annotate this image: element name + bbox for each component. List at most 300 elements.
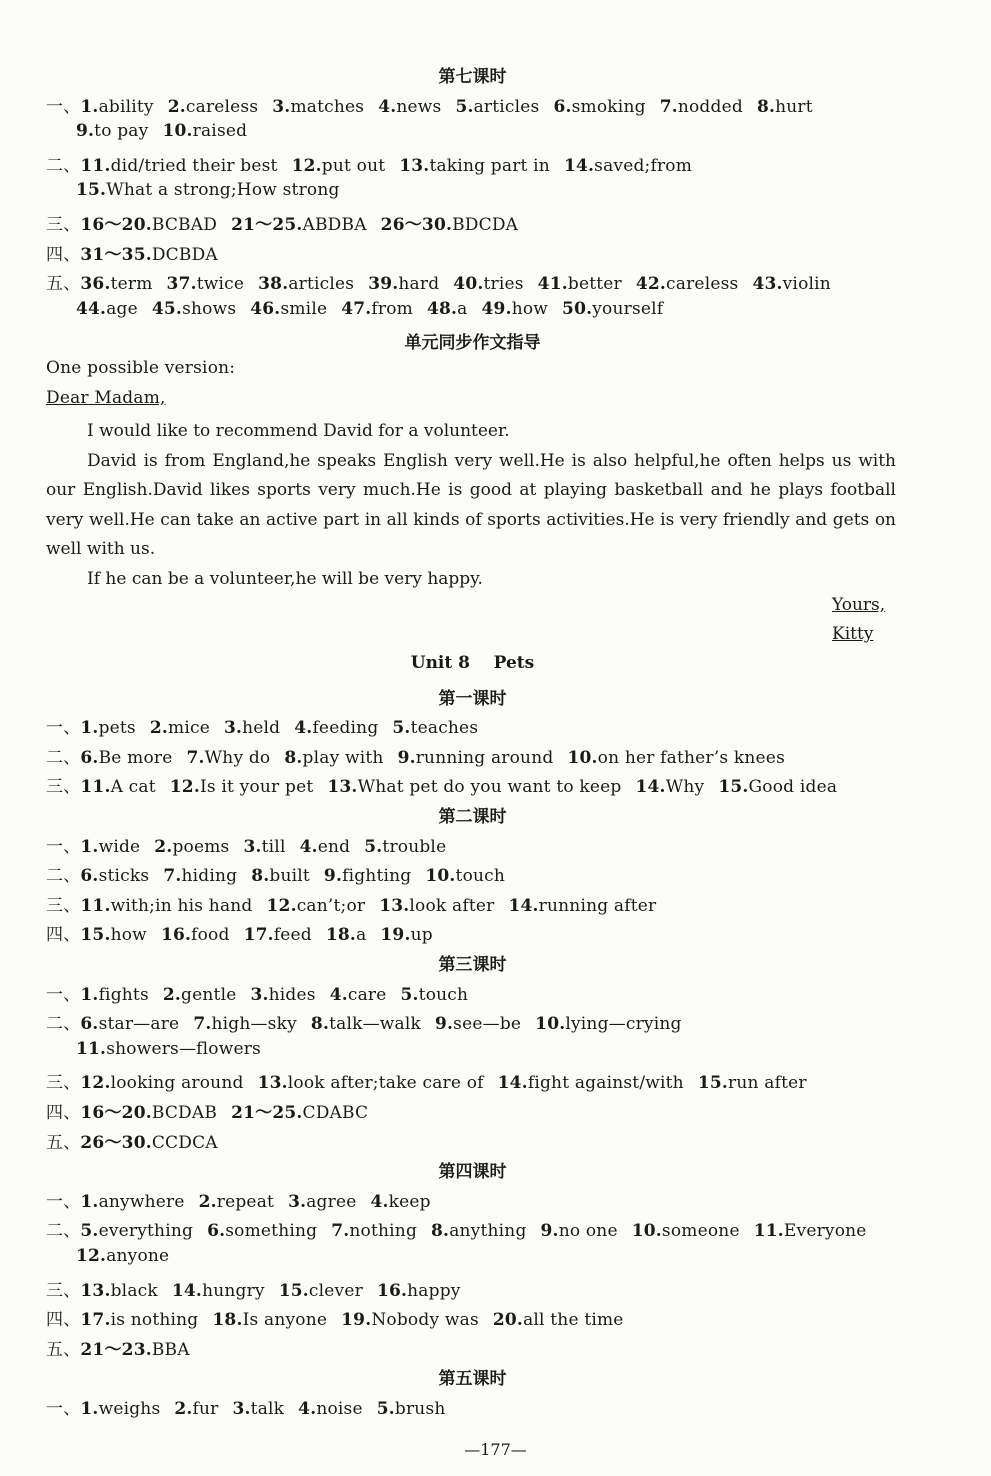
answer-text: till <box>261 836 286 857</box>
answer-item <box>231 210 367 235</box>
section-prefix: 二、 <box>46 747 81 768</box>
composition-heading: 单元同步作文指导 <box>404 333 541 354</box>
lesson-heading: 第三课时 <box>438 955 507 975</box>
answer-line <box>46 151 692 176</box>
answer-line <box>76 121 247 141</box>
answer-text: BBA <box>151 1339 190 1360</box>
answer-number: 4. <box>378 96 397 117</box>
answer-text: Good idea <box>748 777 838 798</box>
answer-item <box>193 1014 297 1034</box>
section-prefix: 五、 <box>46 1339 81 1360</box>
answer-text: touch <box>418 984 469 1005</box>
answer-text: news <box>396 96 442 117</box>
lesson-heading: 第七课时 <box>438 67 507 87</box>
answer-item <box>455 97 539 117</box>
answer-number: 17. <box>243 925 274 946</box>
answer-item <box>80 1192 184 1212</box>
section-prefix: 五、 <box>46 1132 81 1153</box>
answer-item <box>493 1310 624 1330</box>
answer-item <box>163 866 237 886</box>
answer-number: 44. <box>76 298 107 319</box>
answer-line <box>46 210 518 235</box>
answer-item <box>482 299 549 319</box>
answer-number: 6. <box>80 1014 99 1035</box>
answer-text: talk <box>250 1399 285 1419</box>
answer-item <box>150 718 210 738</box>
answer-number: 13. <box>399 155 430 176</box>
answer-number: 2. <box>174 1399 193 1419</box>
answer-text: A cat <box>110 777 156 798</box>
answer-text: black <box>110 1280 158 1301</box>
answer-number: 10. <box>535 1014 566 1035</box>
answer-number: 26～30. <box>380 215 453 235</box>
answer-text: tries <box>483 274 524 295</box>
answer-item <box>752 274 831 294</box>
answer-item <box>251 866 310 886</box>
answer-text: BDCDA <box>452 215 519 235</box>
answer-item <box>80 1221 193 1241</box>
answer-text: clever <box>308 1280 363 1301</box>
answer-text: keep <box>388 1191 431 1212</box>
answer-text: BCBAD <box>151 215 218 235</box>
answer-number: 3. <box>272 96 291 117</box>
answer-number: 14. <box>171 1280 203 1301</box>
answer-text: showers—flowers <box>106 1038 261 1059</box>
answer-text: fighting <box>342 866 412 887</box>
answer-item <box>80 240 217 265</box>
answer-number: 43. <box>752 274 783 295</box>
answer-line <box>76 1039 261 1059</box>
answer-item <box>272 97 364 117</box>
answer-item <box>379 896 494 916</box>
answer-item <box>392 718 478 738</box>
answer-item <box>76 180 340 200</box>
answer-number: 14. <box>635 777 666 798</box>
answer-number: 6. <box>80 866 99 887</box>
answer-item <box>341 299 413 319</box>
answer-line <box>46 713 478 738</box>
answer-item <box>267 896 366 916</box>
answer-item <box>154 837 229 857</box>
answer-number: 4. <box>294 718 313 739</box>
answer-number: 10. <box>425 866 456 887</box>
answer-item <box>233 1399 285 1419</box>
salutation: Dear Madam, <box>46 387 166 408</box>
answer-number: 21～25. <box>231 1103 303 1123</box>
answer-number: 10. <box>162 121 193 142</box>
answer-number: 26～30. <box>80 1132 152 1153</box>
answer-text: feeding <box>312 718 379 739</box>
answer-item <box>163 985 237 1005</box>
answer-item <box>508 896 656 916</box>
answer-line <box>46 92 813 117</box>
answer-number: 1. <box>80 1399 99 1419</box>
answer-item <box>636 274 739 294</box>
answer-number: 15. <box>718 777 749 798</box>
answer-number: 11. <box>80 777 111 798</box>
answer-text: Why do <box>204 747 271 768</box>
answer-item <box>80 718 135 738</box>
answer-line <box>46 743 785 768</box>
answer-number: 16～20. <box>80 215 152 235</box>
answer-text: running around <box>415 747 554 768</box>
answer-item <box>431 1221 527 1241</box>
answer-number: 11. <box>80 155 111 176</box>
answer-number: 1. <box>80 836 99 857</box>
answer-number: 3. <box>232 1399 251 1419</box>
answer-item <box>80 985 148 1005</box>
answer-number: 18. <box>212 1310 243 1331</box>
answer-item <box>207 1221 317 1241</box>
section-prefix: 三、 <box>46 1280 81 1301</box>
answer-line <box>46 1216 867 1241</box>
answer-text: all the time <box>523 1310 624 1331</box>
answer-text: food <box>191 925 230 946</box>
answer-line <box>46 1187 431 1212</box>
answer-text: put out <box>321 155 386 176</box>
answer-text: saved;from <box>594 155 693 176</box>
answer-text: matches <box>290 96 365 117</box>
answer-text: repeat <box>216 1191 275 1212</box>
answer-number: 48. <box>426 298 458 319</box>
answer-text: anything <box>449 1221 527 1242</box>
answer-text: a <box>457 298 468 319</box>
answer-text: ABDBA <box>302 215 367 235</box>
answer-item <box>80 274 152 294</box>
answer-line <box>46 269 831 294</box>
answer-item <box>170 777 314 797</box>
answer-text: CDABC <box>302 1103 369 1123</box>
answer-text: on her father’s knees <box>597 747 785 768</box>
answer-line <box>46 1394 446 1419</box>
answer-line <box>46 980 468 1005</box>
answer-item <box>80 1128 217 1153</box>
answer-number: 5. <box>400 984 419 1005</box>
answer-item <box>80 866 149 886</box>
signature: Kitty <box>832 624 874 645</box>
answer-item <box>535 1014 681 1034</box>
answer-number: 19. <box>380 925 411 946</box>
section-prefix: 五、 <box>46 274 81 295</box>
answer-text: see—be <box>453 1014 522 1035</box>
section-prefix: 三、 <box>46 215 81 235</box>
answer-item <box>330 985 387 1005</box>
answer-number: 5. <box>364 836 383 857</box>
answer-item <box>161 925 230 945</box>
answer-item <box>80 1310 198 1330</box>
answer-number: 9. <box>76 121 95 142</box>
answer-text: touch <box>455 866 506 887</box>
answer-item <box>80 748 172 768</box>
lesson-heading: 第四课时 <box>438 1162 507 1183</box>
answer-line <box>46 1009 682 1034</box>
answer-number: 5. <box>455 96 474 117</box>
answer-text: can’t;or <box>296 895 366 916</box>
answer-item <box>311 1014 421 1034</box>
answer-item <box>364 837 446 857</box>
answer-number: 5. <box>392 718 411 739</box>
answer-text: how <box>511 298 549 319</box>
answer-item <box>632 1221 740 1241</box>
answer-text: smoking <box>571 96 646 117</box>
answer-item <box>754 1221 867 1241</box>
section-prefix: 一、 <box>46 1191 81 1212</box>
answer-text: nothing <box>349 1221 418 1242</box>
answer-text: is nothing <box>110 1310 199 1331</box>
answer-text: wide <box>98 836 141 857</box>
answer-item <box>370 1192 430 1212</box>
answer-item <box>698 1073 807 1093</box>
answer-number: 3. <box>223 718 243 739</box>
answer-number: 5. <box>376 1399 395 1419</box>
answer-number: 3. <box>243 836 262 857</box>
answer-text: to pay <box>94 121 149 142</box>
answer-item <box>168 97 259 117</box>
answer-text: anyone <box>106 1246 170 1266</box>
answer-number: 6. <box>80 747 99 768</box>
answer-item <box>327 777 621 797</box>
answer-number: 49. <box>481 298 512 319</box>
answer-item <box>186 748 270 768</box>
answer-line <box>76 299 663 319</box>
paragraph-2: David is from England,he speaks English very well.He is also helpful,he often helps us with our English.David likes sports very much.He is good at playing basketball and he plays football very well.He can take an active part in all kinds of sports activities.He is very friendly and gets on well with us. <box>46 450 896 560</box>
answer-number: 4. <box>298 1399 317 1419</box>
answer-item <box>76 1039 261 1059</box>
answer-number: 14. <box>563 155 595 176</box>
answer-text: DCBDA <box>151 244 218 265</box>
answer-text: yourself <box>592 298 664 319</box>
answer-number: 45. <box>151 298 183 319</box>
section-prefix: 四、 <box>46 1103 81 1123</box>
page-number: —177— <box>464 1440 527 1459</box>
answer-number: 13. <box>327 777 358 798</box>
answer-item <box>174 1399 218 1419</box>
answer-text: brush <box>394 1399 446 1419</box>
answer-number: 1. <box>80 1191 99 1212</box>
answer-text: shows <box>182 298 237 319</box>
answer-item <box>427 299 468 319</box>
unit-title: Unit 8 Pets <box>410 653 535 673</box>
answer-item <box>453 274 523 294</box>
answer-text: from <box>371 298 413 319</box>
answer-number: 12. <box>169 777 200 798</box>
answer-number: 6. <box>207 1221 226 1242</box>
answer-number: 47. <box>341 298 372 319</box>
answer-text: running after <box>538 895 657 916</box>
answer-text: hungry <box>202 1280 265 1301</box>
answer-text: pets <box>98 718 136 739</box>
answer-number: 39. <box>368 274 399 295</box>
section-prefix: 二、 <box>46 1221 81 1242</box>
answer-item <box>80 777 155 797</box>
answer-number: 12. <box>291 155 322 176</box>
answer-text: term <box>110 274 153 295</box>
answer-item <box>212 1310 327 1330</box>
answer-item <box>80 1399 160 1419</box>
answer-text: star—are <box>98 1014 180 1035</box>
answer-number: 9. <box>540 1221 559 1242</box>
answer-item <box>435 1014 521 1034</box>
answer-number: 20. <box>492 1310 524 1331</box>
answer-text: ability <box>98 96 154 117</box>
answer-text: end <box>317 836 351 857</box>
answer-text: Is anyone <box>242 1310 328 1331</box>
answer-number: 38. <box>258 274 289 295</box>
section-prefix: 二、 <box>46 1014 81 1035</box>
answer-item <box>300 837 351 857</box>
paragraph-3: If he can be a volunteer,he will be very happy. <box>87 569 483 590</box>
answer-text: Everyone <box>783 1221 867 1242</box>
answer-item <box>399 156 550 176</box>
answer-text: something <box>225 1221 318 1242</box>
answer-item <box>76 299 138 319</box>
answer-number: 7. <box>163 866 182 887</box>
answer-item <box>80 97 153 117</box>
section-prefix: 一、 <box>46 718 81 739</box>
answer-text: fight against/with <box>527 1073 684 1094</box>
answer-item <box>324 866 411 886</box>
answer-text: BCDAB <box>151 1103 218 1123</box>
answer-text: hard <box>398 274 440 295</box>
answer-text: held <box>242 718 281 739</box>
answer-item <box>718 777 837 797</box>
answer-item <box>380 925 432 945</box>
answer-item <box>80 1014 179 1034</box>
answer-item <box>757 97 813 117</box>
answer-number: 2. <box>162 984 182 1005</box>
answer-item <box>80 896 252 916</box>
answer-line <box>76 1246 169 1266</box>
answer-text: hiding <box>181 866 238 887</box>
section-prefix: 一、 <box>46 836 81 857</box>
answer-number: 4. <box>370 1191 389 1212</box>
answer-text: articles <box>473 96 540 117</box>
answer-number: 14. <box>497 1073 528 1094</box>
answer-item <box>80 1098 217 1123</box>
section-prefix: 四、 <box>46 925 81 946</box>
answer-number: 3. <box>250 984 269 1005</box>
answer-item <box>378 97 441 117</box>
answer-item <box>80 1335 189 1360</box>
answer-item <box>298 1399 363 1419</box>
answer-item <box>162 121 247 141</box>
answer-item <box>331 1221 417 1241</box>
answer-number: 17. <box>80 1310 111 1331</box>
answer-number: 11. <box>76 1038 107 1059</box>
answer-text: anywhere <box>98 1191 185 1212</box>
answer-item <box>243 837 285 857</box>
answer-number: 36. <box>80 274 111 295</box>
answer-number: 11. <box>80 895 111 916</box>
answer-number: 15. <box>76 180 107 201</box>
answer-text: gentle <box>181 984 237 1005</box>
section-prefix: 一、 <box>46 984 81 1005</box>
answer-item <box>538 274 622 294</box>
answer-item <box>80 156 277 176</box>
answer-text: sticks <box>98 866 150 887</box>
answer-text: careless <box>185 96 259 117</box>
answer-item <box>231 1098 368 1123</box>
answer-number: 8. <box>310 1014 330 1035</box>
section-prefix: 三、 <box>46 777 81 798</box>
answer-text: What a strong;How strong <box>106 180 340 201</box>
answer-line <box>46 920 433 945</box>
answer-line <box>46 772 837 797</box>
answer-text: age <box>106 298 138 319</box>
answer-number: 1. <box>80 96 99 117</box>
answer-text: happy <box>407 1280 461 1301</box>
answer-item <box>562 299 663 319</box>
answer-item <box>377 1399 446 1419</box>
answer-text: hurt <box>775 96 813 117</box>
lesson-heading: 第五课时 <box>438 1369 507 1390</box>
answer-number: 37. <box>166 274 197 295</box>
answer-text: careless <box>666 274 739 295</box>
answer-text: did/tried their best <box>110 155 278 176</box>
answer-item <box>294 718 378 738</box>
answer-item <box>368 274 439 294</box>
answer-number: 50. <box>562 298 593 319</box>
answer-item <box>80 925 147 945</box>
answer-number: 13. <box>80 1280 111 1301</box>
answer-number: 41. <box>537 274 568 295</box>
answer-item <box>567 748 785 768</box>
answer-item <box>172 1281 265 1301</box>
answer-text: how <box>110 925 147 946</box>
answer-number: 2. <box>149 718 169 739</box>
answer-line <box>46 832 446 857</box>
answer-item <box>224 718 280 738</box>
answer-item <box>425 866 505 886</box>
answer-item <box>76 121 148 141</box>
answer-number: 12. <box>76 1246 107 1266</box>
answer-number: 8. <box>251 866 270 887</box>
answer-text: lying—crying <box>565 1014 682 1035</box>
paragraph-1: I would like to recommend David for a volunteer. <box>87 421 510 442</box>
lesson-heading: 第二课时 <box>438 807 507 827</box>
answer-number: 2. <box>167 96 186 117</box>
answer-number: 16. <box>376 1280 408 1301</box>
section-prefix: 三、 <box>46 895 81 916</box>
answer-item <box>288 1192 356 1212</box>
answer-text: high—sky <box>211 1014 297 1035</box>
answer-item <box>76 1246 169 1266</box>
answer-line <box>46 891 656 916</box>
answer-text: everything <box>98 1221 194 1242</box>
answer-number: 8. <box>284 747 303 768</box>
answer-number: 8. <box>756 96 776 117</box>
answer-text: poems <box>172 836 230 857</box>
answer-number: 46. <box>250 298 281 319</box>
answer-line <box>46 1098 368 1123</box>
answer-text: talk—walk <box>329 1014 422 1035</box>
answer-line <box>46 861 505 886</box>
answer-text: raised <box>192 121 248 142</box>
answer-text: built <box>269 866 310 887</box>
answer-text: noise <box>316 1399 363 1419</box>
answer-number: 15. <box>697 1073 729 1094</box>
answer-text: with;in his hand <box>110 895 253 916</box>
answer-number: 21～25. <box>231 215 303 235</box>
answer-number: 2. <box>198 1191 217 1212</box>
answer-item <box>498 1073 684 1093</box>
answer-number: 18. <box>325 925 357 946</box>
answer-number: 11. <box>753 1221 784 1242</box>
answer-number: 16. <box>160 925 192 946</box>
answer-number: 2. <box>154 836 173 857</box>
answer-number: 10. <box>631 1221 662 1242</box>
answer-item <box>341 1310 479 1330</box>
